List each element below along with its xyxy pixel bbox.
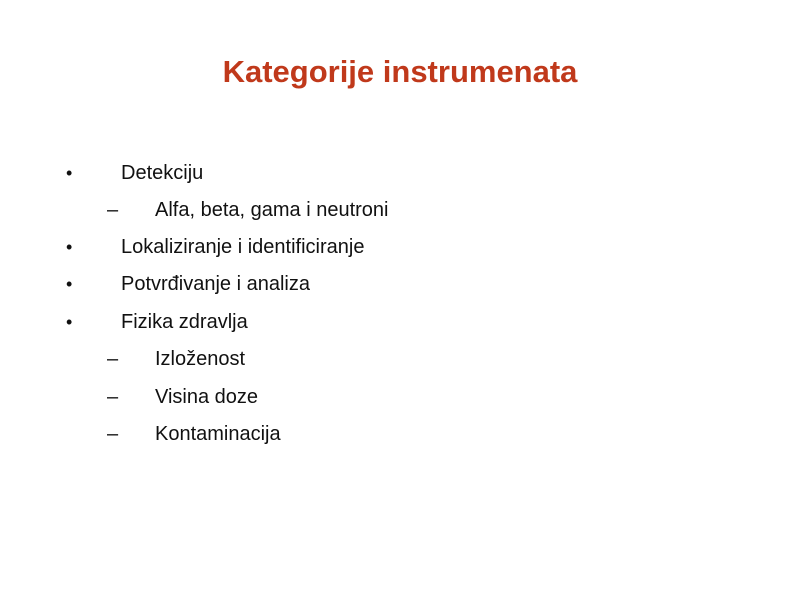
dash-marker: – (107, 199, 119, 221)
slide-title: Kategorije instrumenata (222, 54, 578, 89)
bullet-marker: • (66, 312, 73, 332)
bullet-marker: • (66, 274, 73, 294)
list-item-text: Izloženost (155, 348, 246, 370)
list-item (0, 307, 800, 337)
list-item (0, 232, 800, 262)
list-item (0, 158, 800, 188)
list-item-text: Alfa, beta, gama i neutroni (155, 199, 389, 221)
list-item (0, 382, 800, 412)
list-item (0, 419, 800, 449)
list-item-text: Fizika zdravlja (121, 311, 248, 333)
dash-marker: – (107, 423, 119, 445)
list-item (0, 344, 800, 374)
list-item (0, 195, 800, 225)
list-item-text: Detekciju (121, 162, 204, 184)
list-item-text: Kontaminacija (155, 423, 281, 445)
list-item-text: Potvrđivanje i analiza (121, 273, 310, 295)
list-item-text: Lokaliziranje i identificiranje (121, 236, 365, 258)
dash-marker: – (107, 386, 119, 408)
bullet-marker: • (66, 237, 73, 257)
list-item-text: Visina doze (155, 386, 259, 408)
dash-marker: – (107, 348, 119, 370)
bullet-marker: • (66, 163, 73, 183)
list-item (0, 269, 800, 299)
